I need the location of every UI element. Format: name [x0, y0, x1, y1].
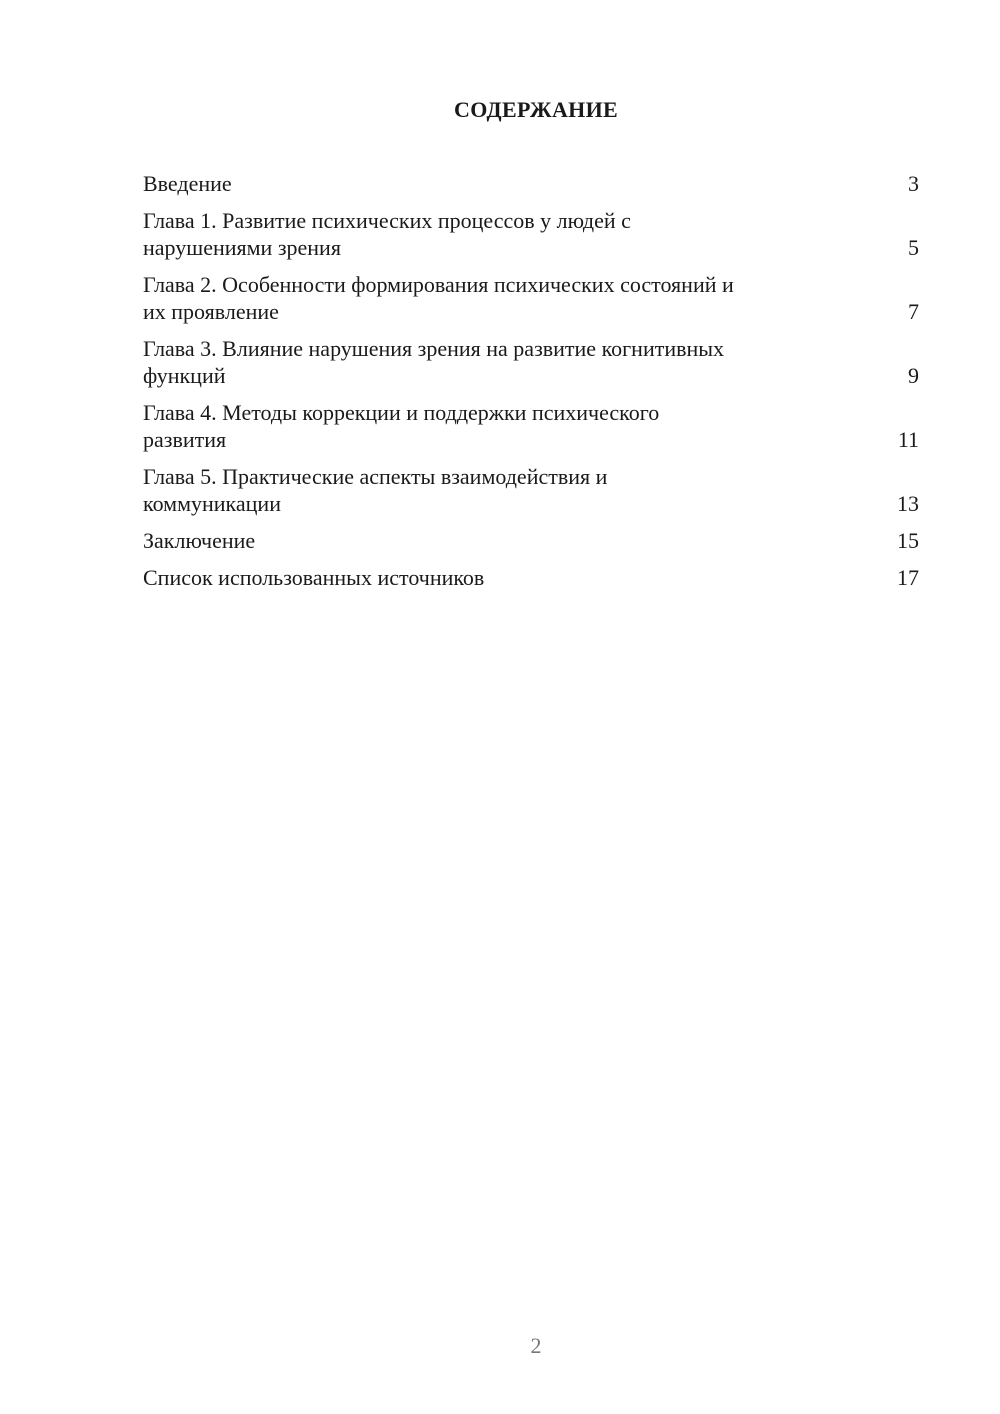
- page-number: 2: [530, 1333, 542, 1358]
- toc-entry-page: 17: [897, 565, 919, 590]
- toc-entry-chapter-4[interactable]: [143, 399, 919, 453]
- toc-entry-title-line-1: Глава 3. Влияние нарушения зрения на развитие когнитивных: [143, 336, 725, 361]
- toc-entry-title: Введение: [143, 171, 232, 196]
- toc-entry-page: 11: [897, 427, 919, 452]
- toc-entry-title-line-1: Глава 1. Развитие психических процессов у людей с: [143, 208, 631, 233]
- toc-entry-conclusion[interactable]: [143, 527, 919, 554]
- table-of-contents: [143, 170, 919, 601]
- toc-entry-title-line-2: функций: [143, 363, 226, 388]
- toc-entry-page: 9: [908, 363, 919, 388]
- toc-entry-title-line-2: нарушениями зрения: [143, 235, 341, 260]
- toc-entry-title: Список использованных источников: [143, 565, 485, 590]
- toc-entry-title-line-1: Глава 4. Методы коррекции и поддержки психического: [143, 400, 660, 425]
- toc-entry-references[interactable]: [143, 564, 919, 591]
- toc-entry-introduction[interactable]: [143, 170, 919, 197]
- toc-entry-page: 3: [908, 171, 919, 196]
- toc-entry-page: 13: [897, 491, 919, 516]
- toc-entry-title-line-1: Глава 5. Практические аспекты взаимодействия и: [143, 464, 608, 489]
- toc-entry-chapter-3[interactable]: [143, 335, 919, 389]
- toc-entry-page: 15: [897, 528, 919, 553]
- toc-entry-chapter-5[interactable]: [143, 463, 919, 517]
- toc-entry-title-line-1: Глава 2. Особенности формирования психических состояний и: [143, 272, 734, 297]
- toc-entry-title: Заключение: [143, 528, 256, 553]
- toc-entry-chapter-1[interactable]: [143, 207, 919, 261]
- toc-entry-chapter-2[interactable]: [143, 271, 919, 325]
- toc-entry-page: 7: [908, 299, 919, 324]
- toc-entry-title-line-2: их проявление: [143, 299, 279, 324]
- toc-entry-title-line-2: развития: [143, 427, 227, 452]
- toc-entry-page: 5: [908, 235, 919, 260]
- toc-entry-title-line-2: коммуникации: [143, 491, 281, 516]
- page-title: СОДЕРЖАНИЕ: [454, 97, 618, 122]
